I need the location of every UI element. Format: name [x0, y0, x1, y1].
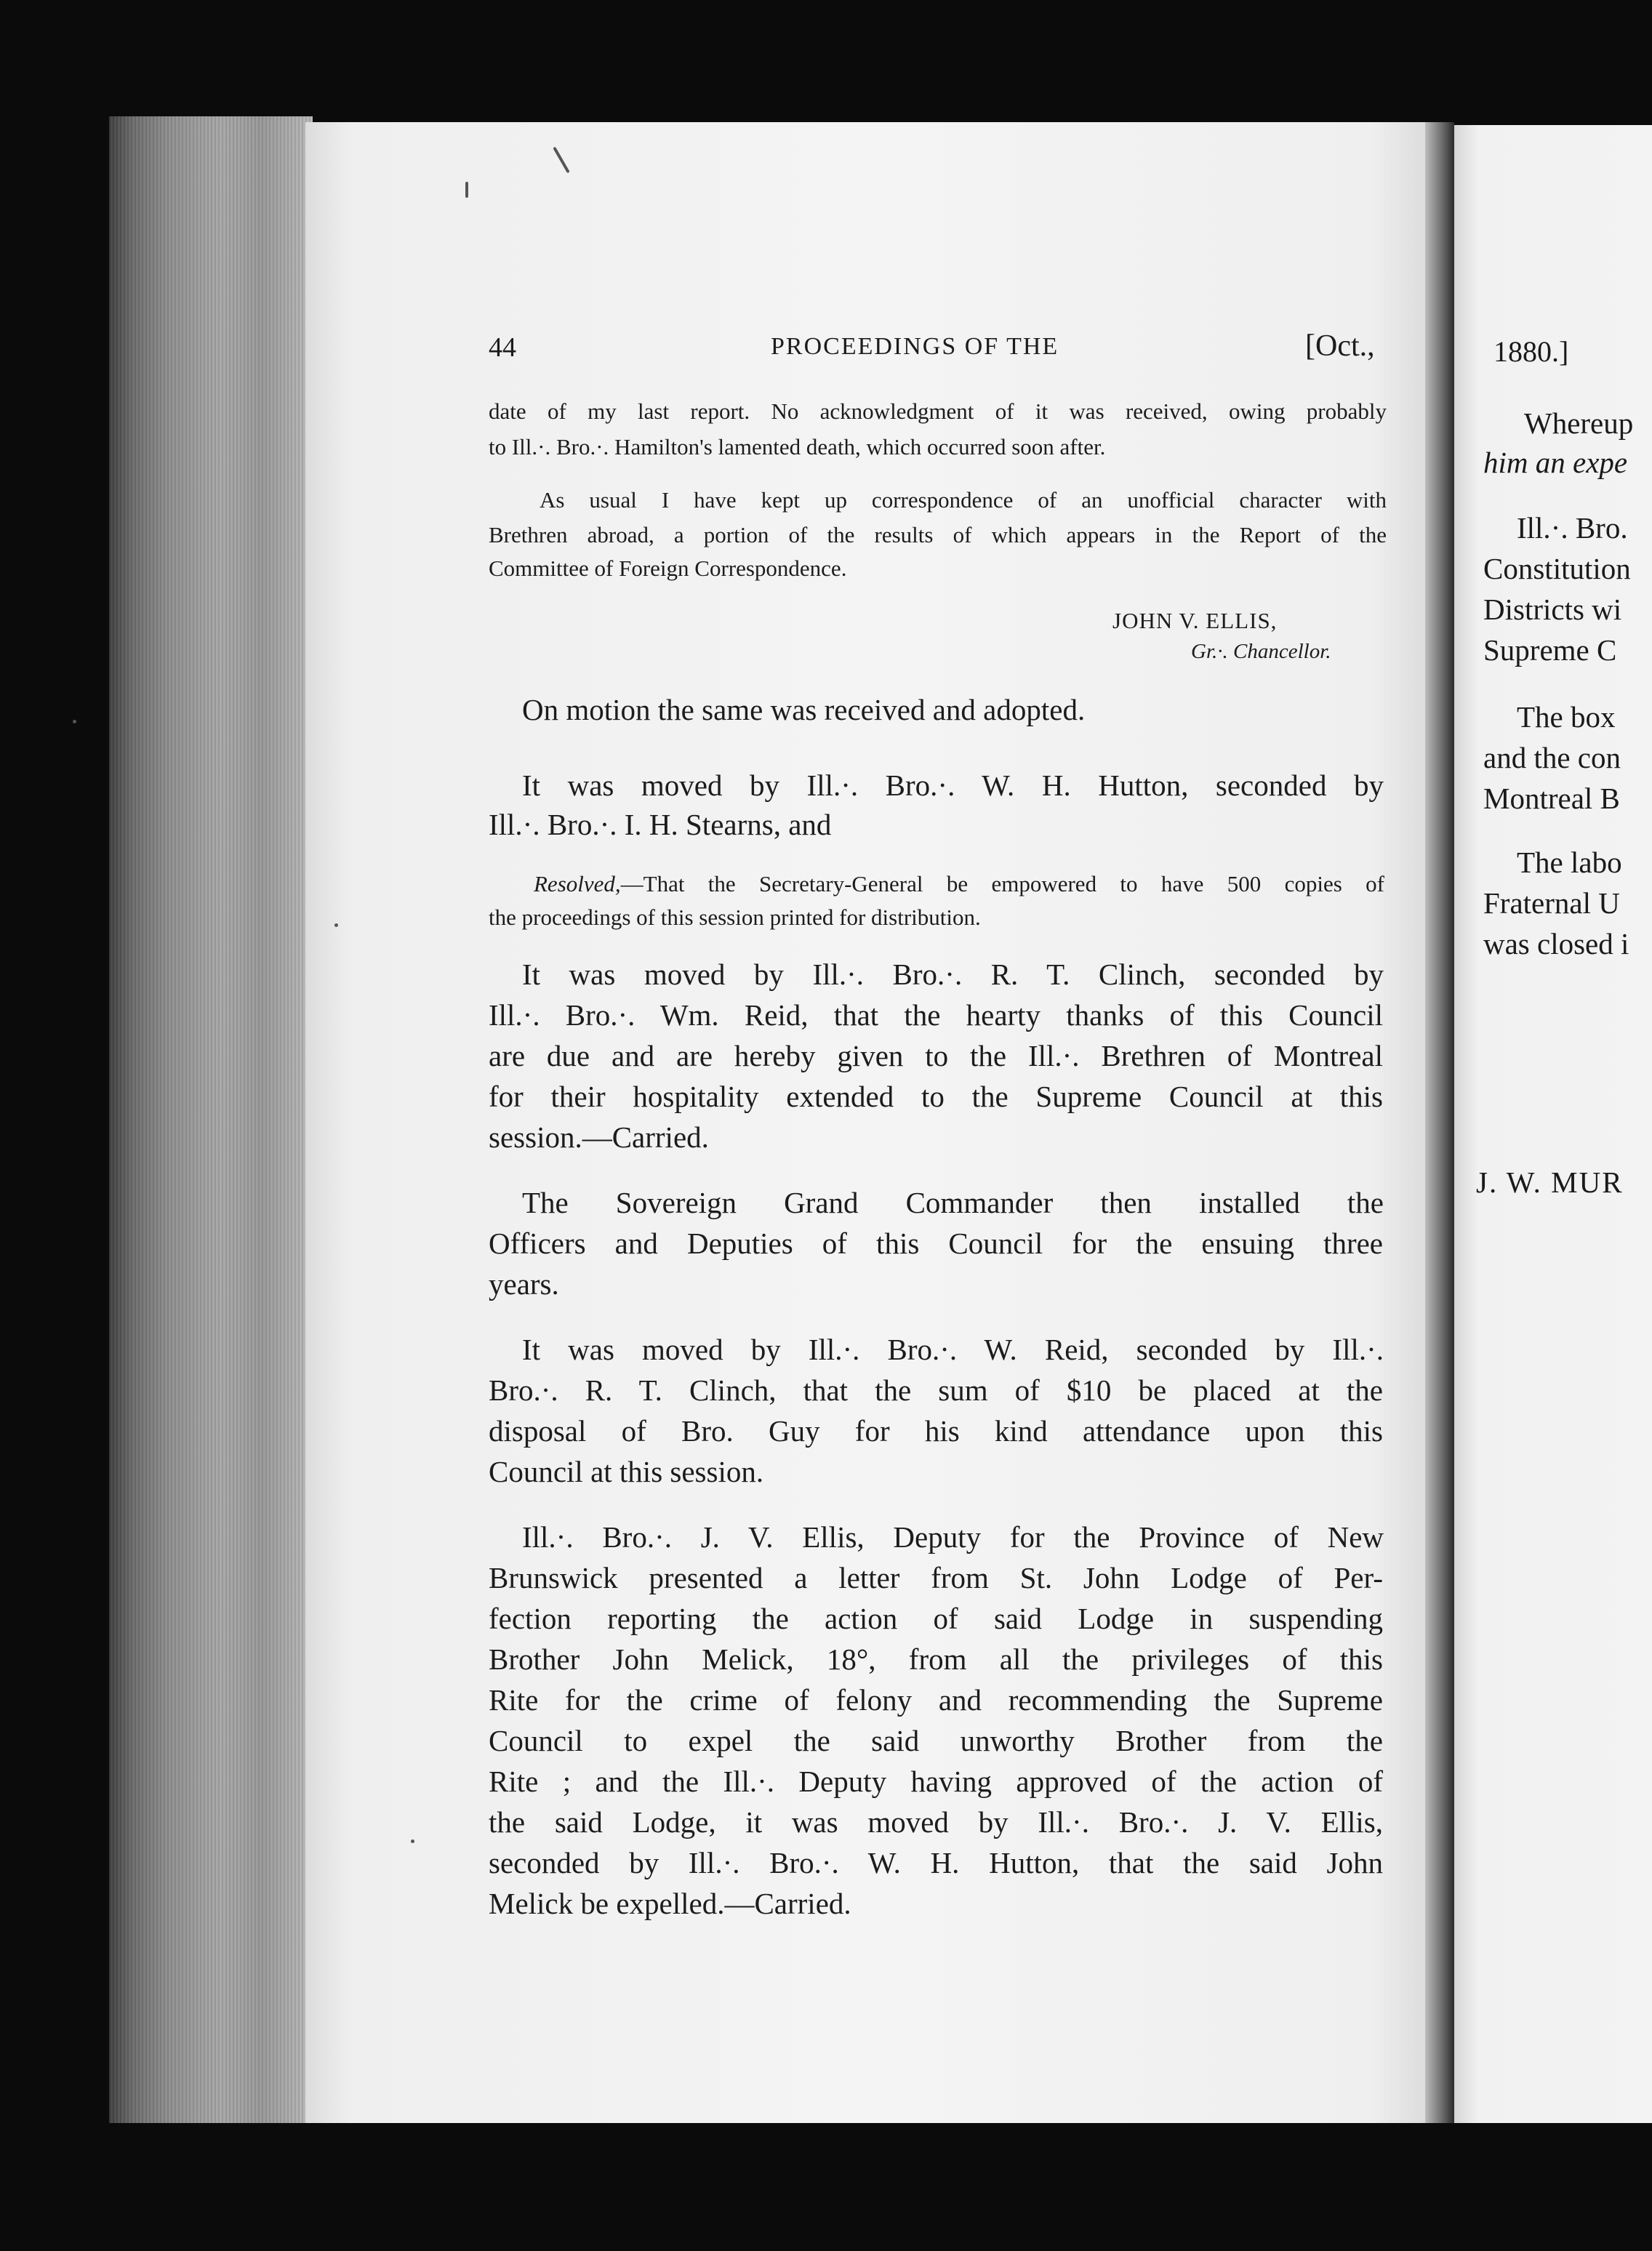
- ellis-paragraph-line: Council to expel the said unworthy Brother from the: [489, 1724, 1383, 1757]
- page-mark: [465, 182, 468, 198]
- right-page-line: Montreal B: [1483, 782, 1620, 815]
- right-page-line: Whereup: [1524, 406, 1634, 440]
- guy-paragraph-line: Council at this session.: [489, 1455, 764, 1488]
- right-page-line: Ill.·. Bro.: [1517, 511, 1628, 545]
- correspondence-line: Committee of Foreign Correspondence.: [489, 555, 847, 581]
- right-page-line: Supreme C: [1483, 633, 1617, 667]
- book-page-edges: [109, 116, 313, 2123]
- ellis-paragraph-line: Brunswick presented a letter from St. John Lodge of Per-: [489, 1561, 1383, 1594]
- intro-line: date of my last report. No acknowledgment of it was received, owing probably: [489, 398, 1387, 424]
- ellis-paragraph-line: fection reporting the action of said Lodge in suspending: [489, 1602, 1383, 1635]
- right-page-line: J. W. MUR: [1476, 1165, 1624, 1199]
- page-mark: [411, 1839, 414, 1843]
- right-page-line: Fraternal U: [1483, 886, 1620, 920]
- ellis-paragraph-line: the said Lodge, it was moved by Ill.·. Bro.·. J. V. Ellis,: [489, 1805, 1383, 1839]
- right-page: [1454, 125, 1652, 2123]
- right-page-line: was closed i: [1483, 927, 1629, 960]
- ellis-paragraph-line: Melick be expelled.—Carried.: [489, 1887, 851, 1920]
- right-page-line: Constitution: [1483, 552, 1631, 585]
- correspondence-line: As usual I have kept up correspondence of an unofficial character with: [540, 487, 1387, 513]
- page-number: 44: [489, 332, 516, 363]
- moved-paragraph-line: It was moved by Ill.·. Bro.·. W. H. Hutton, seconded by: [522, 769, 1384, 802]
- ellis-paragraph-line: Rite ; and the Ill.·. Deputy having approved of the action of: [489, 1765, 1383, 1798]
- ellis-paragraph-line: Rite for the crime of felony and recommending the Supreme: [489, 1683, 1383, 1717]
- signature-name: JOHN V. ELLIS,: [1112, 608, 1278, 633]
- installed-paragraph-line: The Sovereign Grand Commander then installed the: [522, 1186, 1384, 1219]
- right-page-line: Districts wi: [1483, 593, 1622, 626]
- right-page-line: and the con: [1483, 741, 1621, 774]
- guy-paragraph-line: Bro.·. R. T. Clinch, that the sum of $10 be placed at the: [489, 1373, 1383, 1407]
- right-page-line: The labo: [1517, 846, 1622, 879]
- ellis-paragraph-line: seconded by Ill.·. Bro.·. W. H. Hutton, that the said John: [489, 1846, 1383, 1879]
- resolved-label: Resolved,: [534, 871, 621, 896]
- thanks-paragraph-line: for their hospitality extended to the Supreme Council at this: [489, 1080, 1383, 1113]
- intro-line: to Ill.·. Bro.·. Hamilton's lamented death, which occurred soon after.: [489, 434, 1106, 460]
- thanks-paragraph-line: are due and are hereby given to the Ill.·. Brethren of Montreal: [489, 1039, 1383, 1072]
- ellis-paragraph-line: Brother John Melick, 18°, from all the privileges of this: [489, 1642, 1383, 1676]
- resolved-line: the proceedings of this session printed for distribution.: [489, 904, 981, 930]
- right-page-header: 1880.]: [1493, 335, 1569, 368]
- signature-title: Gr.·. Chancellor.: [1191, 640, 1331, 663]
- motion-adopted: On motion the same was received and adopted.: [522, 693, 1086, 726]
- right-page-line: The box: [1517, 700, 1616, 734]
- header-date: [Oct.,: [1305, 329, 1375, 363]
- thanks-paragraph-line: It was moved by Ill.·. Bro.·. R. T. Clinch, seconded by: [522, 958, 1384, 991]
- guy-paragraph-line: disposal of Bro. Guy for his kind attendance upon this: [489, 1414, 1383, 1448]
- installed-paragraph-line: Officers and Deputies of this Council for the ensuing three: [489, 1227, 1383, 1260]
- book-gutter: [1425, 122, 1454, 2123]
- correspondence-line: Brethren abroad, a portion of the results of which appears in the Report of the: [489, 522, 1387, 547]
- resolved-line: —That the Secretary-General be empowered to have 500 copies of: [620, 871, 1384, 896]
- guy-paragraph-line: It was moved by Ill.·. Bro.·. W. Reid, seconded by Ill.·.: [522, 1333, 1384, 1366]
- moved-paragraph-line: Ill.·. Bro.·. I. H. Stearns, and: [489, 808, 832, 841]
- installed-paragraph-line: years.: [489, 1267, 559, 1301]
- ellis-paragraph-line: Ill.·. Bro.·. J. V. Ellis, Deputy for the Province of New: [522, 1520, 1384, 1554]
- thanks-paragraph-line: session.—Carried.: [489, 1120, 709, 1154]
- right-page-line: him an expe: [1483, 446, 1628, 479]
- running-title: PROCEEDINGS OF THE: [771, 333, 1059, 360]
- page-mark: [73, 720, 76, 723]
- page-mark: [334, 923, 338, 927]
- thanks-paragraph-line: Ill.·. Bro.·. Wm. Reid, that the hearty thanks of this Council: [489, 998, 1383, 1032]
